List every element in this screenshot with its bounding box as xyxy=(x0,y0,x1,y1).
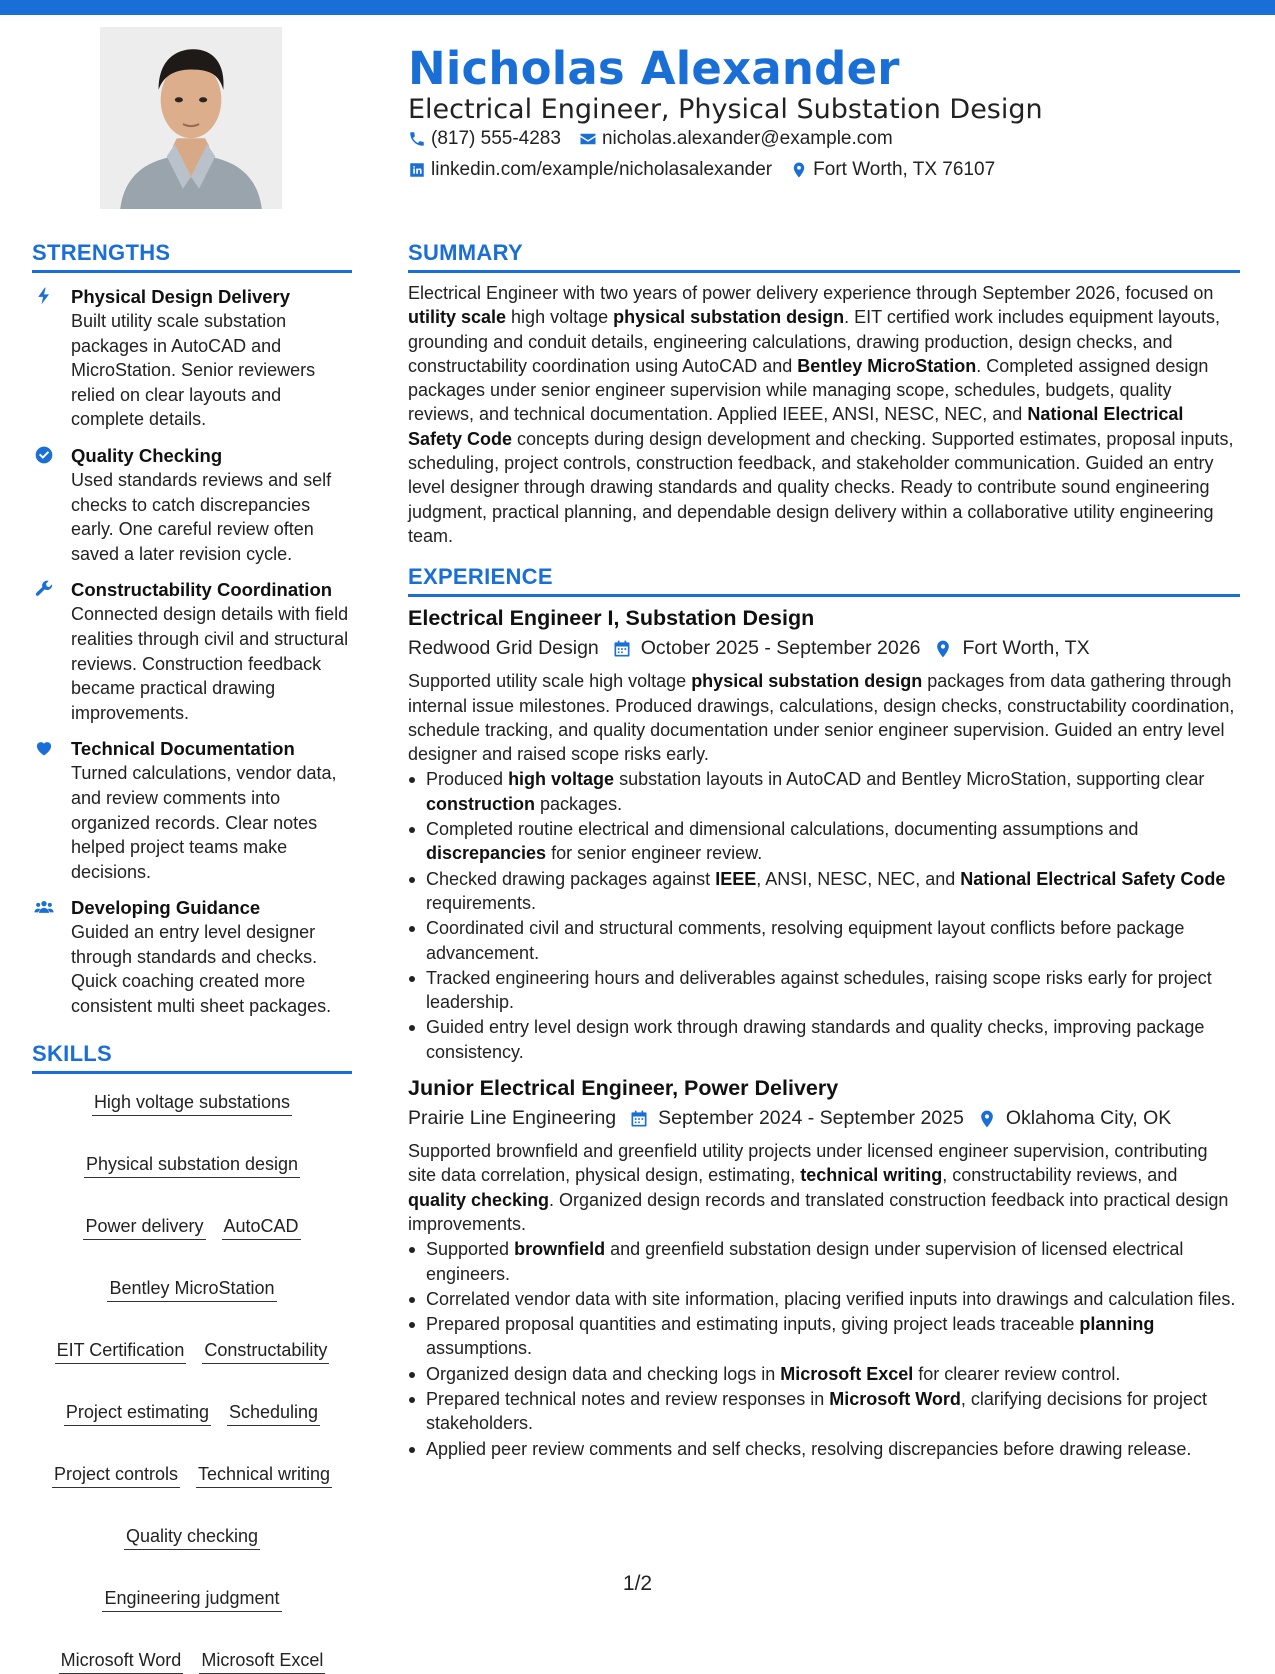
candidate-headline: Electrical Engineer, Physical Substation Design xyxy=(408,94,1043,125)
strength-title: Technical Documentation xyxy=(71,738,295,760)
job-dates-text: October 2025 - September 2026 xyxy=(640,637,921,660)
text-run: Supported brownfield and greenfield utility projects under licensed engineer supervision, contributing site data correlation, physical design, estimating, xyxy=(408,1141,1208,1186)
bullet-item xyxy=(408,1312,1240,1361)
bullet-item xyxy=(408,1362,1240,1386)
bullet-item xyxy=(408,867,1240,916)
job-title: Electrical Engineer I, Substation Design xyxy=(408,606,815,631)
bold-text: Microsoft Word xyxy=(829,1388,961,1409)
strength-item xyxy=(32,578,352,725)
linkedin-text[interactable]: linkedin.com/example/nicholasalexander xyxy=(431,159,773,180)
phone-text: (817) 555-4283 xyxy=(431,128,561,149)
skill-tag: Project estimating xyxy=(64,1400,211,1426)
text-run: Supported xyxy=(426,1239,515,1260)
job-meta xyxy=(408,1107,1240,1130)
strength-item xyxy=(32,285,352,432)
text-run: , clarifying decisions for project stakeholders. xyxy=(426,1388,1208,1434)
text-run: Checked drawing packages against xyxy=(426,868,716,889)
bold-text: discrepancies xyxy=(426,843,547,864)
skill-tag: EIT Certification xyxy=(55,1338,187,1364)
bold-text: utility scale xyxy=(408,307,507,328)
bold-text: Microsoft Excel xyxy=(780,1363,914,1384)
text-run: Electrical Engineer with two years of power delivery experience through September 2026, focused on xyxy=(408,283,1214,303)
text-run: Tracked engineering hours and deliverables against schedules, raising scope risks early for project leadership. xyxy=(426,967,1212,1013)
job-location xyxy=(977,1107,1171,1130)
job-dates-text: September 2024 - September 2025 xyxy=(658,1107,964,1130)
strength-item xyxy=(32,444,352,566)
job-location-text: Oklahoma City, OK xyxy=(1005,1107,1172,1130)
bullet-item xyxy=(408,1237,1240,1286)
skill-tag: Project controls xyxy=(52,1462,180,1488)
skill-tag: Physical substation design xyxy=(84,1152,300,1178)
email-text[interactable]: nicholas.alexander@example.com xyxy=(601,128,893,149)
envelope-icon xyxy=(579,130,597,148)
bold-text: construction xyxy=(426,793,536,814)
bold-text: high voltage xyxy=(508,769,615,790)
skill-tag: Bentley MicroStation xyxy=(107,1276,276,1302)
skill-tag: Engineering judgment xyxy=(102,1586,281,1612)
linkedin-icon xyxy=(408,161,426,179)
location-contact xyxy=(790,159,995,181)
right-column xyxy=(408,240,1240,1462)
skill-tag: Scheduling xyxy=(227,1400,320,1426)
text-run: , constructability reviews, and xyxy=(942,1165,1178,1186)
page-number: 1/2 xyxy=(622,1572,653,1595)
skill-tag: Power delivery xyxy=(83,1214,205,1240)
experience-entry xyxy=(408,606,1240,1064)
bullet-item xyxy=(408,1387,1240,1436)
location-text: Fort Worth, TX 76107 xyxy=(813,159,996,180)
map-pin-icon xyxy=(977,1109,997,1129)
check-circle-icon xyxy=(34,445,54,465)
skill-tag: Microsoft Word xyxy=(59,1648,184,1674)
bolt-icon xyxy=(34,286,54,306)
text-run: Coordinated civil and structural comments, resolving equipment layout conflicts before package advancement. xyxy=(426,918,1185,963)
job-title: Junior Electrical Engineer, Power Delivery xyxy=(408,1076,839,1101)
bullet-item xyxy=(408,1015,1240,1064)
users-icon xyxy=(34,897,54,917)
text-run: Correlated vendor data with site information, placing verified inputs into drawings and calculation files. xyxy=(426,1288,1236,1309)
bold-text: physical substation design xyxy=(691,671,923,692)
strengths-heading: STRENGTHS xyxy=(32,240,352,273)
job-location-text: Fort Worth, TX xyxy=(962,637,1090,660)
text-run: , ANSI, NESC, NEC, and xyxy=(756,868,961,889)
strength-item xyxy=(32,737,352,884)
bullet-item xyxy=(408,817,1240,866)
text-run: Organized design data and checking logs in xyxy=(426,1363,781,1384)
text-run: Guided entry level design work through drawing standards and quality checks, improving package consistency. xyxy=(426,1017,1205,1062)
strength-title: Quality Checking xyxy=(71,444,223,466)
text-run: for senior engineer review. xyxy=(546,843,763,864)
job-meta xyxy=(408,637,1240,660)
strength-title: Physical Design Delivery xyxy=(71,286,291,307)
map-pin-icon xyxy=(933,639,953,659)
phone-contact xyxy=(408,128,561,150)
map-pin-icon xyxy=(790,161,808,179)
strength-title: Developing Guidance xyxy=(71,897,261,919)
strength-desc: Connected design details with field realities through civil and structural reviews. Construction feedback became practical drawing improvements. xyxy=(71,604,349,723)
profile-photo-image xyxy=(100,27,282,209)
company-name: Redwood Grid Design xyxy=(408,637,599,660)
company xyxy=(408,1107,616,1130)
text-run: Produced xyxy=(426,769,509,790)
email-contact[interactable] xyxy=(579,128,893,150)
phone-icon xyxy=(408,130,426,148)
skill-tag: Microsoft Excel xyxy=(199,1648,325,1674)
job-location xyxy=(933,637,1089,660)
skill-tag: High voltage substations xyxy=(92,1090,292,1116)
text-run: Supported utility scale high voltage xyxy=(408,671,692,692)
skill-tag: Constructability xyxy=(202,1338,329,1364)
text-run: high voltage xyxy=(506,307,614,328)
company-name: Prairie Line Engineering xyxy=(408,1107,617,1130)
bullet-item xyxy=(408,1437,1240,1461)
text-run: packages. xyxy=(535,793,623,814)
strength-desc: Built utility scale substation packages in AutoCAD and MicroStation. Senior reviewers relied on clear layouts and complete details. xyxy=(71,311,316,430)
top-accent-bar xyxy=(0,0,1275,15)
text-run: for clearer review control. xyxy=(913,1363,1121,1384)
skill-tag: Quality checking xyxy=(124,1524,260,1550)
contact-row-2 xyxy=(408,159,1013,181)
bold-text: IEEE xyxy=(715,868,757,889)
text-run: concepts during design development and checking. Supported estimates, proposal inputs, scheduling, project controls, construction feedback, and stakeholder communication. Guided an entry level designer through drawing standards and quality checks. Ready to contribute sound engineering judgment, practical planning, and dependable design delivery within a collaborative utility engineering team. xyxy=(408,428,1234,546)
calendar-icon xyxy=(629,1109,649,1129)
text-run: . Completed assigned design packages under senior engineer supervision while managing scope, schedules, budgets, quality reviews, and technical documentation. Applied IEEE, ANSI, NESC, NEC, and xyxy=(408,355,1209,425)
skills-heading: SKILLS xyxy=(32,1041,352,1074)
job-dates xyxy=(612,637,921,660)
bold-text: quality checking xyxy=(408,1189,550,1210)
summary-text xyxy=(408,281,1240,548)
job-bullets xyxy=(408,767,1240,1064)
job-bullets xyxy=(408,1237,1240,1461)
calendar-icon xyxy=(612,639,632,659)
text-run: assumptions. xyxy=(426,1338,533,1359)
text-run: Prepared proposal quantities and estimating inputs, giving project leads traceable xyxy=(426,1314,1080,1335)
text-run: substation layouts in AutoCAD and Bentley MicroStation, supporting clear xyxy=(614,769,1205,790)
strength-title: Constructability Coordination xyxy=(71,579,333,601)
text-run: packages from data gathering through internal issue milestones. Produced drawings, calculations, design checks, constructability coordination, schedule tracking, and quality documentation under senior engineer supervision. Guided an entry level designer and raised scope risks early. xyxy=(408,671,1235,765)
experience-entry xyxy=(408,1076,1240,1461)
text-run: Applied peer review comments and self checks, resolving discrepancies before drawing release. xyxy=(426,1438,1192,1459)
bullet-item xyxy=(408,1287,1240,1311)
bold-text: National Electrical Safety Code xyxy=(408,404,1184,449)
candidate-name: Nicholas Alexander xyxy=(408,42,900,95)
bold-text: technical writing xyxy=(800,1165,943,1186)
profile-photo xyxy=(100,27,282,209)
summary-heading: SUMMARY xyxy=(408,240,1240,273)
text-run: and greenfield substation design under supervision of licensed electrical engineers. xyxy=(426,1239,1184,1284)
job-description xyxy=(408,669,1240,766)
bold-text: brownfield xyxy=(514,1239,606,1260)
left-column xyxy=(32,240,352,1674)
skill-tag: AutoCAD xyxy=(222,1214,301,1240)
skill-tag: Technical writing xyxy=(196,1462,332,1488)
text-run: . Organized design records and translated construction feedback into practical design improvements. xyxy=(408,1189,1229,1234)
bold-text: National Electrical Safety Code xyxy=(960,868,1226,889)
bullet-item xyxy=(408,966,1240,1015)
bold-text: physical substation design xyxy=(613,307,845,328)
strength-desc: Used standards reviews and self checks to catch discrepancies early. One careful review often saved a later revision cycle. xyxy=(71,469,332,564)
wrench-icon xyxy=(34,579,54,599)
linkedin-contact[interactable] xyxy=(408,159,772,181)
strength-item xyxy=(32,896,352,1018)
bold-text: Bentley MicroStation xyxy=(797,355,977,376)
bold-text: planning xyxy=(1079,1314,1155,1335)
strength-desc: Guided an entry level designer through standards and checks. Quick coaching created more consistent multi sheet packages. xyxy=(71,922,332,1017)
text-run: requirements. xyxy=(426,892,537,913)
text-run: Prepared technical notes and review responses in xyxy=(426,1388,830,1409)
strength-desc: Turned calculations, vendor data, and review comments into organized records. Clear notes helped project teams make decisions. xyxy=(71,763,337,882)
experience-heading: EXPERIENCE xyxy=(408,564,1240,597)
company xyxy=(408,637,599,660)
text-run: Completed routine electrical and dimensional calculations, documenting assumptions and xyxy=(426,819,1139,840)
bullet-item xyxy=(408,767,1240,816)
bullet-item xyxy=(408,916,1240,965)
job-description xyxy=(408,1139,1240,1236)
text-run: . EIT certified work includes equipment layouts, grounding and conduit details, engineering calculations, drawing production, design checks, and constructability coordination using AutoCAD and xyxy=(408,307,1221,376)
contact-row-1 xyxy=(408,128,911,150)
job-dates xyxy=(629,1107,964,1130)
heart-icon xyxy=(34,738,54,758)
